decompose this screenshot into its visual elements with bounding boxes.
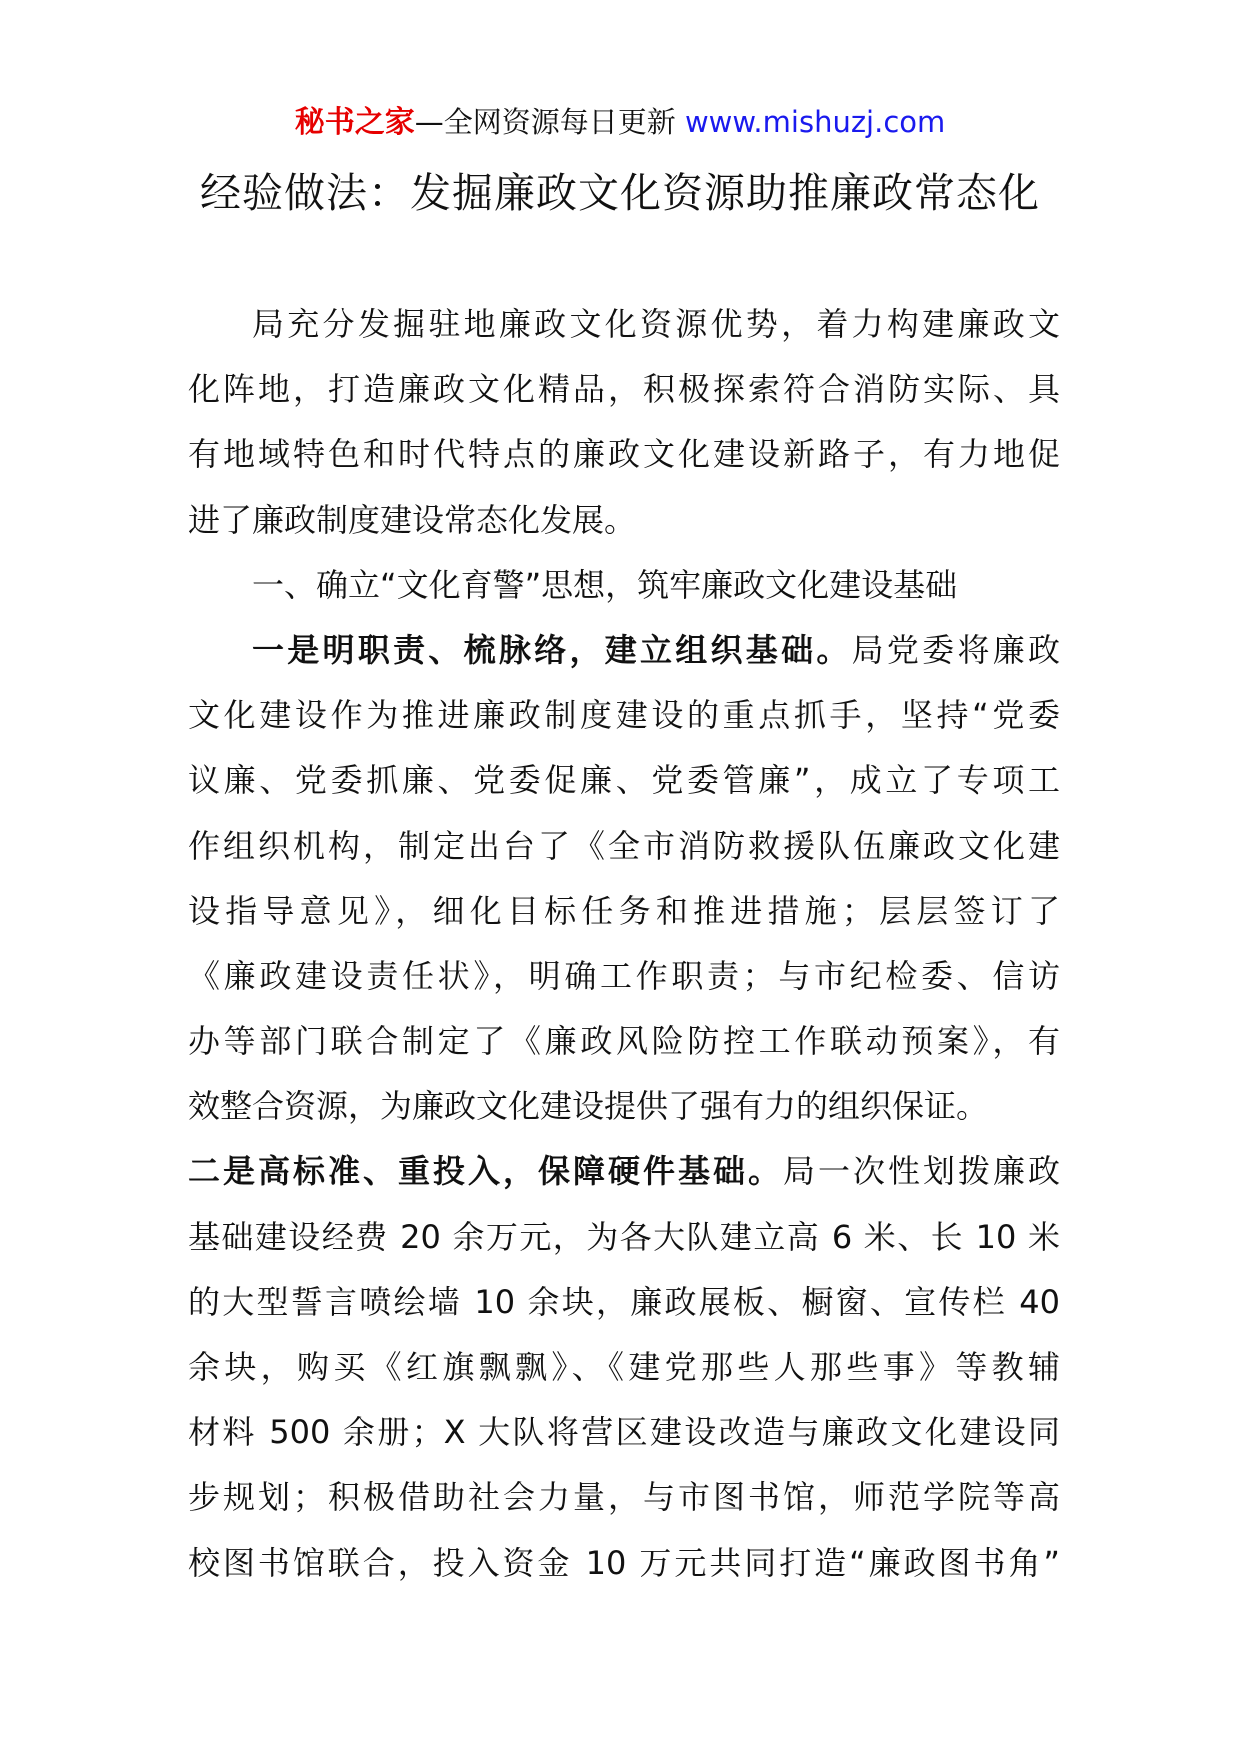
site-header <box>0 102 1240 143</box>
bold-lead-first: 一是明职责、梳脉络，建立组织基础。 <box>252 630 852 669</box>
paragraph-line: 材料 500 余册；X 大队将营区建设改造与廉政文化建设同 <box>188 1413 1060 1452</box>
paragraph-line: 有地域特色和时代特点的廉政文化建设新路子，有力地促 <box>188 435 1060 474</box>
paragraph-line: 办等部门联合制定了《廉政风险防控工作联动预案》，有 <box>188 1022 1060 1061</box>
paragraph-line <box>188 1139 1060 1204</box>
paragraph-line: 校图书馆联合，投入资金 10 万元共同打造“廉政图书角” <box>188 1543 1060 1582</box>
brand-name: 秘书之家 <box>294 105 415 140</box>
paragraph-line-text: 局党委将廉政 <box>851 630 1060 669</box>
paragraph-line: 议廉、党委抓廉、党委促廉、党委管廉”，成立了专项工 <box>188 761 1060 800</box>
paragraph-line: 文化建设作为推进廉政制度建设的重点抓手，坚持“党委 <box>188 696 1060 735</box>
paragraph-line-text: 局一次性划拨廉政 <box>782 1152 1060 1191</box>
paragraph-line: 步规划；积极借助社会力量，与市图书馆，师范学院等高 <box>188 1478 1060 1517</box>
paragraph-line: 设指导意见》，细化目标任务和推进措施；层层签订了 <box>188 891 1060 930</box>
header-tagline: —全网资源每日更新 <box>414 105 685 139</box>
paragraph-line: 局充分发掘驻地廉政文化资源优势，着力构建廉政文 <box>252 305 1060 343</box>
bold-lead-second: 二是高标准、重投入，保障硬件基础。 <box>188 1152 783 1191</box>
paragraph-line: 作组织机构，制定出台了《全市消防救援队伍廉政文化建 <box>188 826 1060 865</box>
section-heading: 一、确立“文化育警”思想，筑牢廉政文化建设基础 <box>252 565 958 604</box>
paragraph-line: 基础建设经费 20 余万元，为各大队建立高 6 米、长 10 米 <box>188 1217 1060 1256</box>
paragraph-line: 余块，购买《红旗飘飘》、《建党那些人那些事》等教辅 <box>188 1348 1060 1386</box>
paragraph-line: 进了廉政制度建设常态化发展。 <box>188 500 637 539</box>
paragraph-line: 化阵地，打造廉政文化精品，积极探索符合消防实际、具 <box>188 370 1060 409</box>
paragraph-line: 效整合资源，为廉政文化建设提供了强有力的组织保证。 <box>188 1087 989 1126</box>
paragraph-line: 的大型誓言喷绘墙 10 余块，廉政展板、橱窗、宣传栏 40 <box>188 1282 1060 1321</box>
document-title: 经验做法：发掘廉政文化资源助推廉政常态化 <box>200 169 1040 217</box>
document-body <box>188 292 1060 1596</box>
paragraph-line <box>188 618 1060 683</box>
paragraph-line: 《廉政建设责任状》，明确工作职责；与市纪检委、信访 <box>188 956 1060 995</box>
site-url-link[interactable]: www.mishuzj.com <box>684 105 946 139</box>
